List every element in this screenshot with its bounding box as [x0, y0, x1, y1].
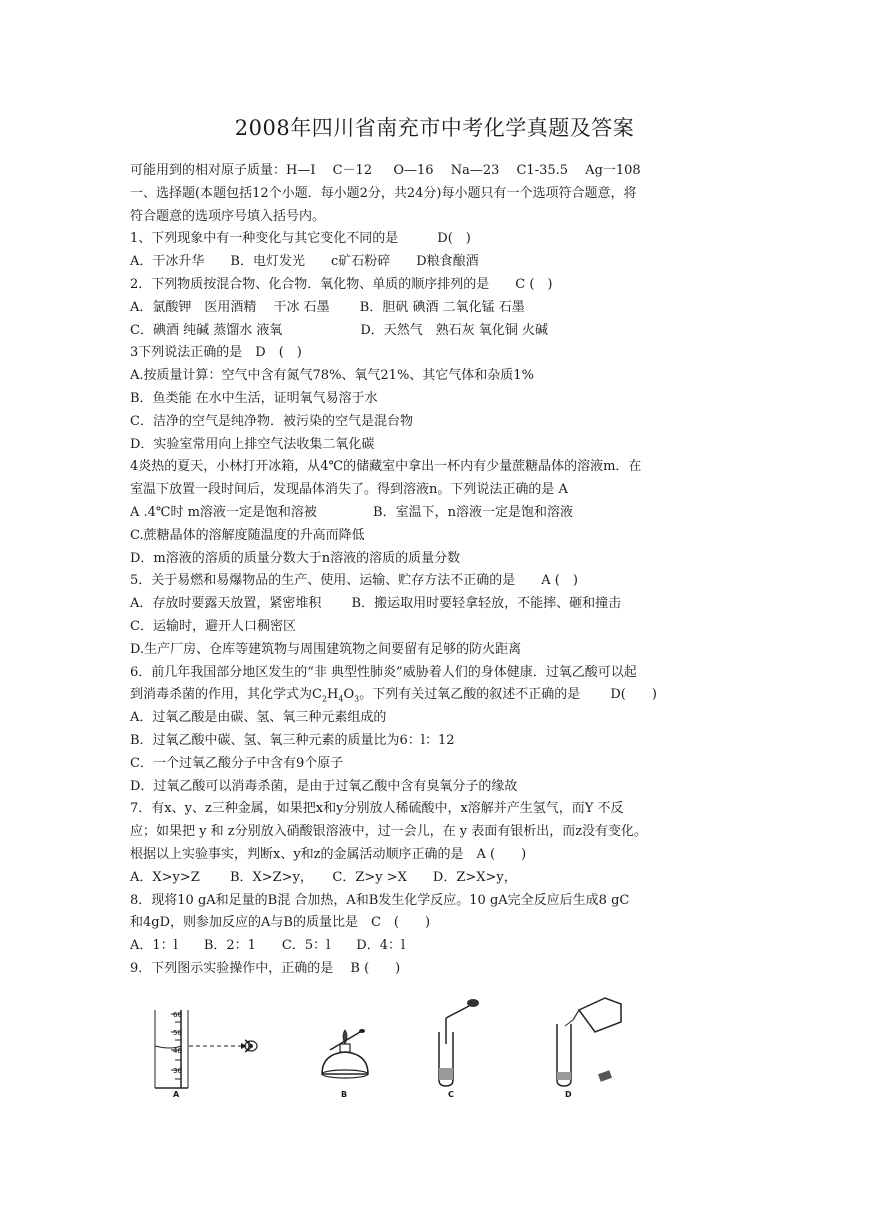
match-head — [359, 1029, 365, 1033]
figure-label-c: C — [448, 1090, 454, 1099]
tick-label: 30 — [173, 1067, 182, 1075]
text-line: B．过氧乙酸中碳、氢、氧三种元素的质量比为6：l：12 — [130, 732, 455, 748]
figure-label-b: B — [341, 1090, 348, 1099]
text-line: A．干冰升华 B．电灯发光 c矿石粉碎 D粮食酿酒 — [130, 254, 479, 270]
formula-part: 。下列有关过氧乙酸的叙述不正确的是 D( ) — [359, 687, 657, 703]
formula-part: 3 — [354, 694, 360, 704]
text-line: D.生产厂房、仓库等建筑物与周围建筑物之间要留有足够的防火距离 — [130, 641, 522, 657]
bottle-mouth — [573, 1010, 579, 1020]
figure-label-d: D — [565, 1090, 572, 1099]
figure-label-a: A — [173, 1090, 180, 1099]
text-line: A．1：l B．2：1 C．5：l D．4：l — [130, 938, 406, 954]
question-body — [130, 160, 742, 981]
bottle-stopper — [598, 1070, 612, 1082]
text-line: C．一个过氧乙酸分子中含有9个原子 — [130, 755, 344, 771]
reagent-bottle — [579, 998, 621, 1032]
text-line: 根据以上实验事实，判断x、y和z的金属活动顺序正确的是 A ( ) — [130, 846, 527, 862]
eye-icon — [249, 1044, 253, 1048]
text-line: 1、下列现象中有一种变化与其它变化不同的是 D( ) — [130, 231, 471, 247]
text-line: A．氯酸钾 医用酒精 干冰 石墨 B．胆矾 碘酒 二氧化锰 石墨 — [130, 299, 525, 315]
figure-c-test-tube-dropper — [425, 992, 485, 1092]
page-title: 2008年四川省南充市中考化学真题及答案 — [234, 116, 635, 140]
dropper-stem — [446, 1006, 469, 1018]
text-line: 8．现将10 gA和足量的B混 合加热，A和B发生化学反应。10 gA完全反应后生成8 gC — [130, 892, 630, 908]
text-line: 应；如果把 y 和 z分别放入硝酸银溶液中，过一会儿，在 y 表面有银析出，而z没有变化。 — [130, 824, 648, 840]
formula-part: O — [343, 687, 355, 703]
text-line: D．m溶液的溶质的质量分数大于n溶液的溶质的质量分数 — [130, 550, 461, 566]
text-line: 一、选择题(本题包括12个小题．每小题2分，共24分)每小题只有一个选项符合题意，将 — [130, 185, 637, 201]
tick-label: 40 — [173, 1047, 182, 1055]
experiment-figures — [145, 992, 665, 1104]
figure-d-pouring — [535, 992, 645, 1092]
formula-part: 4 — [338, 694, 344, 704]
text-line: 室温下放置一段时间后，发现晶体消失了。得到溶液n。下列说法正确的是 A — [130, 482, 568, 498]
formula-part: H — [327, 687, 339, 703]
text-line: A .4℃时 m溶液一定是饱和溶被 B．室温下，n溶液一定是饱和溶液 — [130, 504, 573, 520]
tick-label: 50 — [173, 1029, 182, 1037]
text-line: 可能用到的相对原子质量：H—I C－12 O—16 Na—23 C1-35.5 Ag一108 — [130, 163, 641, 178]
dropper-bulb — [467, 999, 479, 1007]
text-line: 7．有x、y、z三种金属，如果把x和y分别放人稀硫酸中，x溶解并产生氢气，而Y 不反 — [130, 801, 624, 817]
tick-label: 60 — [173, 1011, 182, 1019]
formula-part: 2 — [321, 694, 328, 704]
text-line: 2．下列物质按混合物、化合物．氧化物、单质的顺序排列的是 C ( ) — [130, 276, 553, 292]
liquid — [439, 1068, 453, 1080]
text-line: D．实验室常用向上排空气法收集二氧化碳 — [130, 436, 375, 452]
liquid — [557, 1072, 571, 1080]
text-line: A.按质量计算：空气中含有氮气78%、氧气21%、其它气体和杂质1% — [130, 368, 534, 384]
formula-part: 到消毒杀菌的作用，其化学式为C — [130, 687, 322, 703]
text-line: C．洁净的空气是纯净物．被污染的空气是混台物 — [130, 413, 413, 429]
text-line: 9．下列图示实验操作中，正确的是 B ( ) — [130, 960, 401, 976]
text-line: 3下列说法正确的是 D ( ) — [130, 345, 302, 361]
text-line: A．存放时要露天放置，紧密堆积 B．搬运取用时要轻拿轻放，不能摔、砸和撞击 — [130, 596, 622, 612]
text-line: B．鱼类能 在水中生活，证明氧气易溶于水 — [130, 390, 378, 406]
text-line: 4炎热的夏天，小林打开冰箱，从4℃的储藏室中拿出一杯内有少量蔗糖晶体的溶液m．在 — [130, 459, 642, 475]
figure-b-alcohol-lamp — [310, 992, 380, 1092]
text-line: 5．关于易燃和易爆物品的生产、使用、运输、贮存方法不正确的是 A ( ) — [130, 573, 578, 589]
text-line: 符合题意的选项序号填入括号内。 — [130, 208, 326, 224]
text-line: C．运输时，避开人口稠密区 — [130, 618, 296, 634]
figure-a-graduated-cylinder — [145, 992, 275, 1092]
text-line: A．X>y>Z B．X>Z>y， C．Z>y >X D．Z>X>y， — [130, 869, 517, 885]
pour-stream — [565, 1020, 573, 1026]
text-line: 6．前几年我国部分地区发生的“非 典型性肺炎”威胁着人们的身体健康．过氧乙酸可以起 — [130, 664, 637, 680]
text-line: A．过氧乙酸是由碳、氢、氧三种元素组成的 — [130, 710, 387, 726]
text-line-formula — [130, 684, 742, 707]
text-line: D．过氧乙酸可以消毒杀菌，是由于过氧乙酸中含有臭氧分子的缘故 — [130, 778, 518, 794]
lamp-neck — [340, 1044, 350, 1052]
text-line: C．碘酒 纯碱 蒸馏水 液氧 D．天然气 熟石灰 氧化铜 火碱 — [130, 322, 549, 338]
text-line: C.蔗糖晶体的溶解度随温度的升高而降低 — [130, 527, 365, 543]
text-line: 和4gD，则参加反应的A与B的质量比是 C ( ) — [130, 915, 431, 931]
